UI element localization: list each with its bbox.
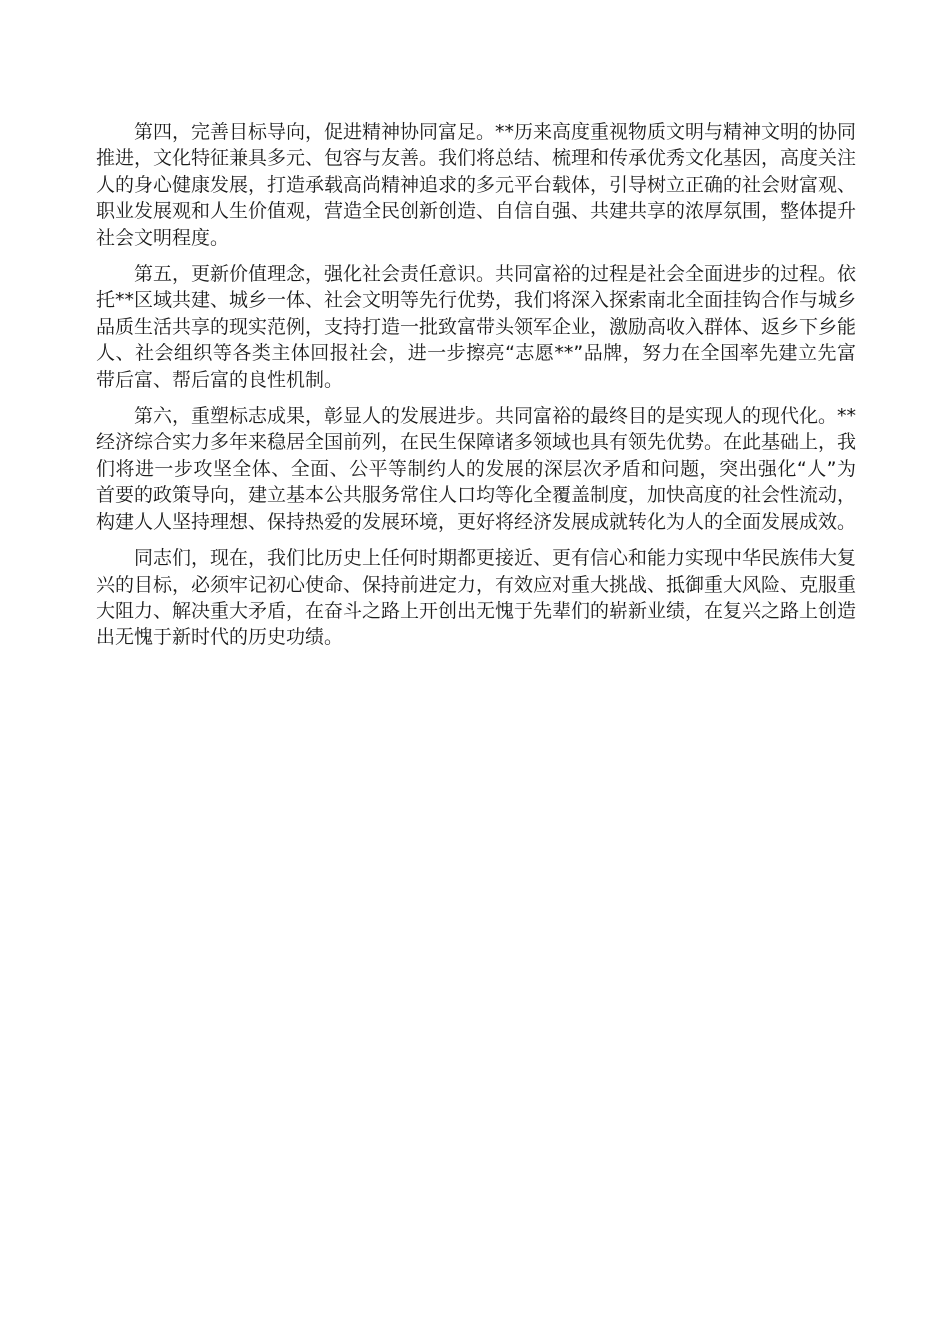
paragraph-fifth: 第五，更新价值理念，强化社会责任意识。共同富裕的过程是社会全面进步的过程。依托**区域共建、城乡一体、社会文明等先行优势，我们将深入探索南北全面挂钩合作与城乡品质生活共享的现实范例，支持打造一批致富带头领军企业，激励高收入群体、返乡下乡能人、社会组织等各类主体回报社会，进一步擦亮“志愿**”品牌，努力在全国率先建立先富带后富、帮后富的良性机制。 [96,263,857,391]
paragraph-fourth: 第四，完善目标导向，促进精神协同富足。**历来高度重视物质文明与精神文明的协同推进，文化特征兼具多元、包容与友善。我们将总结、梳理和传承优秀文化基因，高度关注人的身心健康发展，打造承载高尚精神追求的多元平台载体，引导树立正确的社会财富观、职业发展观和人生价值观，营造全民创新创造、自信自强、共建共享的浓厚氛围，整体提升社会文明程度。 [96,121,857,249]
paragraph-sixth: 第六，重塑标志成果，彰显人的发展进步。共同富裕的最终目的是实现人的现代化。**经济综合实力多年来稳居全国前列，在民生保障诸多领域也具有领先优势。在此基础上，我们将进一步攻坚全体、全面、公平等制约人的发展的深层次矛盾和问题，突出强化“人”为首要的政策导向，建立基本公共服务常住人口均等化全覆盖制度，加快高度的社会性流动，构建人人坚持理想、保持热爱的发展环境，更好将经济发展成就转化为人的全面发展成效。 [96,405,857,533]
document-body [96,119,856,661]
paragraph-closing: 同志们，现在，我们比历史上任何时期都更接近、更有信心和能力实现中华民族伟大复兴的目标，必须牢记初心使命、保持前进定力，有效应对重大挑战、抵御重大风险、克服重大阻力、解决重大矛盾，在奋斗之路上开创出无愧于先辈们的崭新业绩，在复兴之路上创造出无愧于新时代的历史功绩。 [96,547,857,649]
